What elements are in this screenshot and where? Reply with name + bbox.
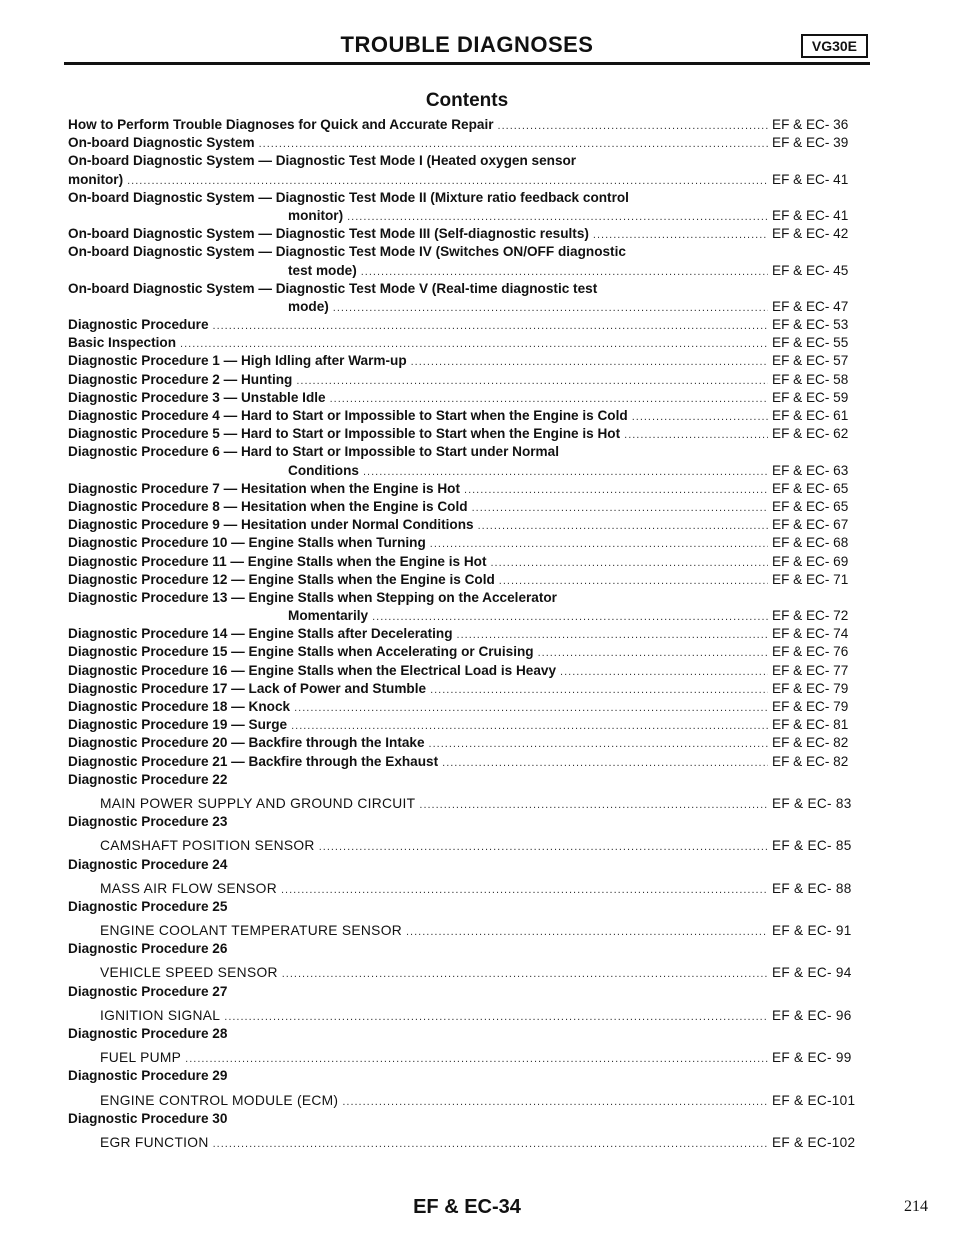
dot-leader — [498, 116, 768, 134]
toc-page-ref: EF & EC- 74 — [772, 626, 849, 642]
toc-line — [68, 1134, 868, 1152]
toc-line — [68, 1067, 868, 1085]
dot-leader — [296, 371, 768, 389]
contents-title: Contents — [425, 90, 509, 111]
dot-leader — [342, 1092, 768, 1110]
toc-line — [68, 371, 868, 389]
toc-entry-title: Diagnostic Procedure 26 — [68, 941, 228, 957]
dot-leader — [411, 352, 768, 370]
toc-entry-title: test mode) — [288, 262, 357, 278]
toc-entry-title: Diagnostic Procedure 18 — Knock — [68, 699, 291, 714]
toc-page-ref: EF & EC- 79 — [772, 699, 849, 714]
dot-leader — [490, 553, 768, 571]
toc-page-ref: EF & EC- 83 — [772, 795, 852, 811]
toc-page-ref: EF & EC- 55 — [772, 335, 849, 351]
toc-page-ref: EF & EC- 85 — [772, 838, 852, 854]
toc-line — [68, 1007, 868, 1025]
toc-page-ref: EF & EC- 62 — [772, 426, 849, 442]
toc-line — [68, 171, 868, 189]
toc-page-ref: EF & EC- 47 — [772, 298, 849, 314]
toc-page-ref: EF & EC- 71 — [772, 571, 849, 587]
toc-entry-title: Diagnostic Procedure 5 — Hard to Start or Impossible to Start when the Engine is Hot — [68, 426, 621, 442]
toc-entry-title: Diagnostic Procedure 14 — Engine Stalls after Decelerating — [68, 626, 453, 642]
toc-entry-title: On-board Diagnostic System — Diagnostic Test Mode V (Real-time diagnostic test — [68, 280, 598, 296]
toc-entry-title: How to Perform Trouble Diagnoses for Quick and Accurate Repair — [68, 117, 494, 132]
dot-leader — [499, 571, 768, 589]
toc-line — [68, 571, 868, 589]
toc-entry-title: Diagnostic Procedure 25 — [68, 898, 228, 914]
dot-leader — [291, 716, 768, 734]
toc-entry-title: On-board Diagnostic System — Diagnostic Test Mode II (Mixture ratio feedback control — [68, 189, 629, 205]
toc-line — [68, 152, 868, 170]
toc-entry-title: Diagnostic Procedure 28 — [68, 1026, 228, 1041]
toc-page-ref: EF & EC- 96 — [772, 1007, 852, 1023]
dot-leader — [478, 516, 768, 534]
dot-leader — [624, 425, 768, 443]
toc-line — [68, 589, 868, 607]
toc-entry-title: Diagnostic Procedure 7 — Hesitation when the Engine is Hot — [68, 480, 461, 496]
toc-line — [68, 280, 868, 298]
toc-line — [68, 771, 868, 789]
toc-entry-title: CAMSHAFT POSITION SENSOR — [100, 838, 315, 854]
toc-line — [68, 407, 868, 425]
header-title: TROUBLE DIAGNOSES — [340, 32, 594, 57]
toc-line — [68, 837, 868, 855]
toc-page-ref: EF & EC- 77 — [772, 662, 849, 678]
toc-entry-title: FUEL PUMP — [100, 1050, 182, 1066]
section-page-label: EF & EC-34 — [413, 1196, 521, 1218]
toc-line — [68, 534, 868, 552]
dot-leader — [372, 607, 768, 625]
toc-entry-title: MAIN POWER SUPPLY AND GROUND CIRCUIT — [100, 795, 416, 811]
toc-line — [68, 516, 868, 534]
toc-line — [68, 698, 868, 716]
dot-leader — [330, 389, 768, 407]
toc-line — [68, 880, 868, 898]
toc-line — [68, 316, 868, 334]
toc-page-ref: EF & EC- 76 — [772, 644, 849, 660]
toc-entry-title: Diagnostic Procedure 10 — Engine Stalls when Turning — [68, 535, 426, 551]
toc-entry-title: Diagnostic Procedure 27 — [68, 983, 228, 999]
toc-line — [68, 964, 868, 982]
toc-line — [68, 940, 868, 958]
toc-line — [68, 352, 868, 370]
toc-line — [68, 795, 868, 813]
toc-line — [68, 207, 868, 225]
toc-line — [68, 813, 868, 831]
toc-line — [68, 1049, 868, 1067]
toc-entry-title: Diagnostic Procedure 21 — Backfire through the Exhaust — [68, 753, 439, 769]
toc-page-ref: EF & EC- 79 — [772, 680, 849, 696]
toc-line — [68, 983, 868, 1001]
toc-line — [68, 1110, 868, 1128]
toc-entry-title: Momentarily — [288, 608, 369, 624]
toc-line — [68, 898, 868, 916]
dot-leader — [127, 171, 768, 189]
dot-leader — [363, 462, 768, 480]
toc-entry-title: On-board Diagnostic System — Diagnostic Test Mode I (Heated oxygen sensor — [68, 153, 577, 169]
toc-page-ref: EF & EC- 81 — [772, 717, 849, 733]
dot-leader — [347, 207, 768, 225]
table-of-contents — [68, 116, 868, 1152]
toc-line — [68, 425, 868, 443]
toc-entry-title: Diagnostic Procedure 16 — Engine Stalls when the Electrical Load is Heavy — [68, 662, 557, 678]
toc-entry-title: monitor) — [68, 171, 124, 187]
toc-entry-title: Diagnostic Procedure 4 — Hard to Start or Impossible to Start when the Engine is Cold — [68, 408, 628, 423]
toc-entry-title: Conditions — [288, 462, 359, 478]
toc-entry-title: Basic Inspection — [68, 335, 177, 351]
toc-entry-title: VEHICLE SPEED SENSOR — [100, 965, 278, 981]
dot-leader — [180, 334, 768, 352]
dot-leader — [224, 1007, 768, 1025]
toc-entry-title: Diagnostic Procedure 6 — Hard to Start or Impossible to Start under Normal — [68, 444, 559, 460]
header-rule — [64, 62, 870, 65]
page-number: 214 — [904, 1198, 928, 1215]
toc-line — [68, 680, 868, 698]
toc-line — [68, 662, 868, 680]
toc-page-ref: EF & EC- 41 — [772, 171, 849, 187]
toc-entry-title: On-board Diagnostic System — [68, 135, 255, 151]
toc-page-ref: EF & EC- 39 — [772, 135, 849, 151]
toc-line — [68, 607, 868, 625]
toc-page-ref: EF & EC- 53 — [772, 317, 849, 333]
toc-line — [68, 443, 868, 461]
toc-entry-title: Diagnostic Procedure 22 — [68, 771, 228, 787]
dot-leader — [213, 1134, 768, 1152]
dot-leader — [294, 698, 768, 716]
toc-page-ref: EF & EC- 82 — [772, 753, 849, 769]
dot-leader — [333, 298, 768, 316]
dot-leader — [406, 922, 768, 940]
toc-page-ref: EF & EC- 63 — [772, 462, 849, 478]
toc-entry-title: mode) — [288, 298, 329, 314]
engine-badge: VG30E — [801, 34, 868, 58]
toc-entry-title: Diagnostic Procedure 1 — High Idling after Warm-up — [68, 353, 407, 369]
toc-entry-title: Diagnostic Procedure 13 — Engine Stalls when Stepping on the Accelerator — [68, 589, 557, 605]
toc-entry-title: Diagnostic Procedure 9 — Hesitation under Normal Conditions — [68, 517, 474, 533]
dot-leader — [319, 837, 768, 855]
toc-page-ref: EF & EC- 69 — [772, 553, 849, 569]
dot-leader — [472, 498, 768, 516]
toc-page-ref: EF & EC- 72 — [772, 608, 849, 624]
toc-page-ref: EF & EC- 45 — [772, 262, 849, 278]
toc-line — [68, 625, 868, 643]
toc-entry-title: Diagnostic Procedure 15 — Engine Stalls when Accelerating or Cruising — [68, 644, 534, 660]
dot-leader — [361, 262, 768, 280]
toc-line — [68, 716, 868, 734]
dot-leader — [430, 680, 768, 698]
dot-leader — [213, 316, 768, 334]
toc-line — [68, 498, 868, 516]
toc-page-ref: EF & EC- 91 — [772, 923, 852, 939]
page-header — [64, 28, 870, 62]
toc-line — [68, 116, 868, 134]
dot-leader — [429, 734, 768, 752]
toc-entry-title: On-board Diagnostic System — Diagnostic Test Mode IV (Switches ON/OFF diagnostic — [68, 244, 626, 260]
toc-entry-title: Diagnostic Procedure 11 — Engine Stalls when the Engine is Hot — [68, 553, 487, 569]
toc-page-ref: EF & EC- 99 — [772, 1050, 852, 1066]
toc-page-ref: EF & EC- 82 — [772, 735, 849, 751]
toc-page-ref: EF & EC- 57 — [772, 353, 849, 369]
toc-line — [68, 462, 868, 480]
dot-leader — [185, 1049, 768, 1067]
toc-line — [68, 189, 868, 207]
toc-entry-title: ENGINE COOLANT TEMPERATURE SENSOR — [100, 923, 402, 939]
toc-line — [68, 480, 868, 498]
toc-page-ref: EF & EC-102 — [772, 1134, 856, 1150]
toc-line — [68, 1092, 868, 1110]
dot-leader — [593, 225, 768, 243]
toc-entry-title: Diagnostic Procedure 19 — Surge — [68, 717, 288, 733]
toc-page-ref: EF & EC- 67 — [772, 517, 849, 533]
dot-leader — [457, 625, 768, 643]
toc-page-ref: EF & EC- 65 — [772, 498, 849, 514]
toc-page-ref: EF & EC- 65 — [772, 480, 849, 496]
toc-line — [68, 922, 868, 940]
toc-page-ref: EF & EC- 42 — [772, 226, 849, 242]
toc-entry-title: Diagnostic Procedure 24 — [68, 856, 228, 872]
toc-page-ref: EF & EC- 94 — [772, 965, 852, 981]
dot-leader — [538, 643, 768, 661]
toc-line — [68, 262, 868, 280]
toc-line — [68, 225, 868, 243]
toc-line — [68, 753, 868, 771]
toc-entry-title: On-board Diagnostic System — Diagnostic Test Mode III (Self-diagnostic results) — [68, 226, 589, 242]
toc-line — [68, 298, 868, 316]
toc-entry-title: monitor) — [288, 207, 344, 223]
toc-entry-title: Diagnostic Procedure 17 — Lack of Power and Stumble — [68, 680, 427, 696]
toc-line — [68, 856, 868, 874]
toc-entry-title: Diagnostic Procedure 29 — [68, 1068, 228, 1084]
toc-line — [68, 643, 868, 661]
toc-entry-title: IGNITION SIGNAL — [100, 1007, 221, 1023]
toc-line — [68, 553, 868, 571]
toc-entry-title: Diagnostic Procedure 20 — Backfire through the Intake — [68, 735, 425, 751]
dot-leader — [442, 753, 768, 771]
toc-page-ref: EF & EC- 59 — [772, 389, 849, 405]
toc-line — [68, 734, 868, 752]
toc-entry-title: Diagnostic Procedure — [68, 317, 209, 333]
toc-entry-title: Diagnostic Procedure 8 — Hesitation when the Engine is Cold — [68, 498, 468, 514]
dot-leader — [282, 964, 768, 982]
toc-page-ref: EF & EC- 61 — [772, 408, 849, 423]
dot-leader — [560, 662, 768, 680]
toc-page-ref: EF & EC- 58 — [772, 371, 849, 387]
toc-page-ref: EF & EC- 41 — [772, 207, 849, 223]
dot-leader — [419, 795, 768, 813]
toc-entry-title: MASS AIR FLOW SENSOR — [100, 880, 277, 896]
dot-leader — [281, 880, 768, 898]
toc-page-ref: EF & EC-101 — [772, 1092, 856, 1108]
toc-page-ref: EF & EC- 68 — [772, 535, 849, 551]
toc-entry-title: Diagnostic Procedure 23 — [68, 814, 228, 830]
toc-entry-title: Diagnostic Procedure 2 — Hunting — [68, 371, 293, 387]
dot-leader — [259, 134, 768, 152]
toc-line — [68, 334, 868, 352]
toc-entry-title: Diagnostic Procedure 3 — Unstable Idle — [68, 389, 326, 405]
toc-page-ref: EF & EC- 88 — [772, 880, 852, 896]
toc-entry-title: ENGINE CONTROL MODULE (ECM) — [100, 1092, 339, 1108]
toc-page-ref: EF & EC- 36 — [772, 117, 849, 132]
toc-line — [68, 134, 868, 152]
toc-line — [68, 389, 868, 407]
toc-line — [68, 243, 868, 261]
toc-entry-title: Diagnostic Procedure 12 — Engine Stalls when the Engine is Cold — [68, 571, 495, 587]
dot-leader — [632, 407, 768, 425]
toc-entry-title: EGR FUNCTION — [100, 1134, 209, 1150]
toc-entry-title: Diagnostic Procedure 30 — [68, 1110, 228, 1126]
dot-leader — [464, 480, 768, 498]
dot-leader — [430, 534, 768, 552]
toc-line — [68, 1025, 868, 1043]
